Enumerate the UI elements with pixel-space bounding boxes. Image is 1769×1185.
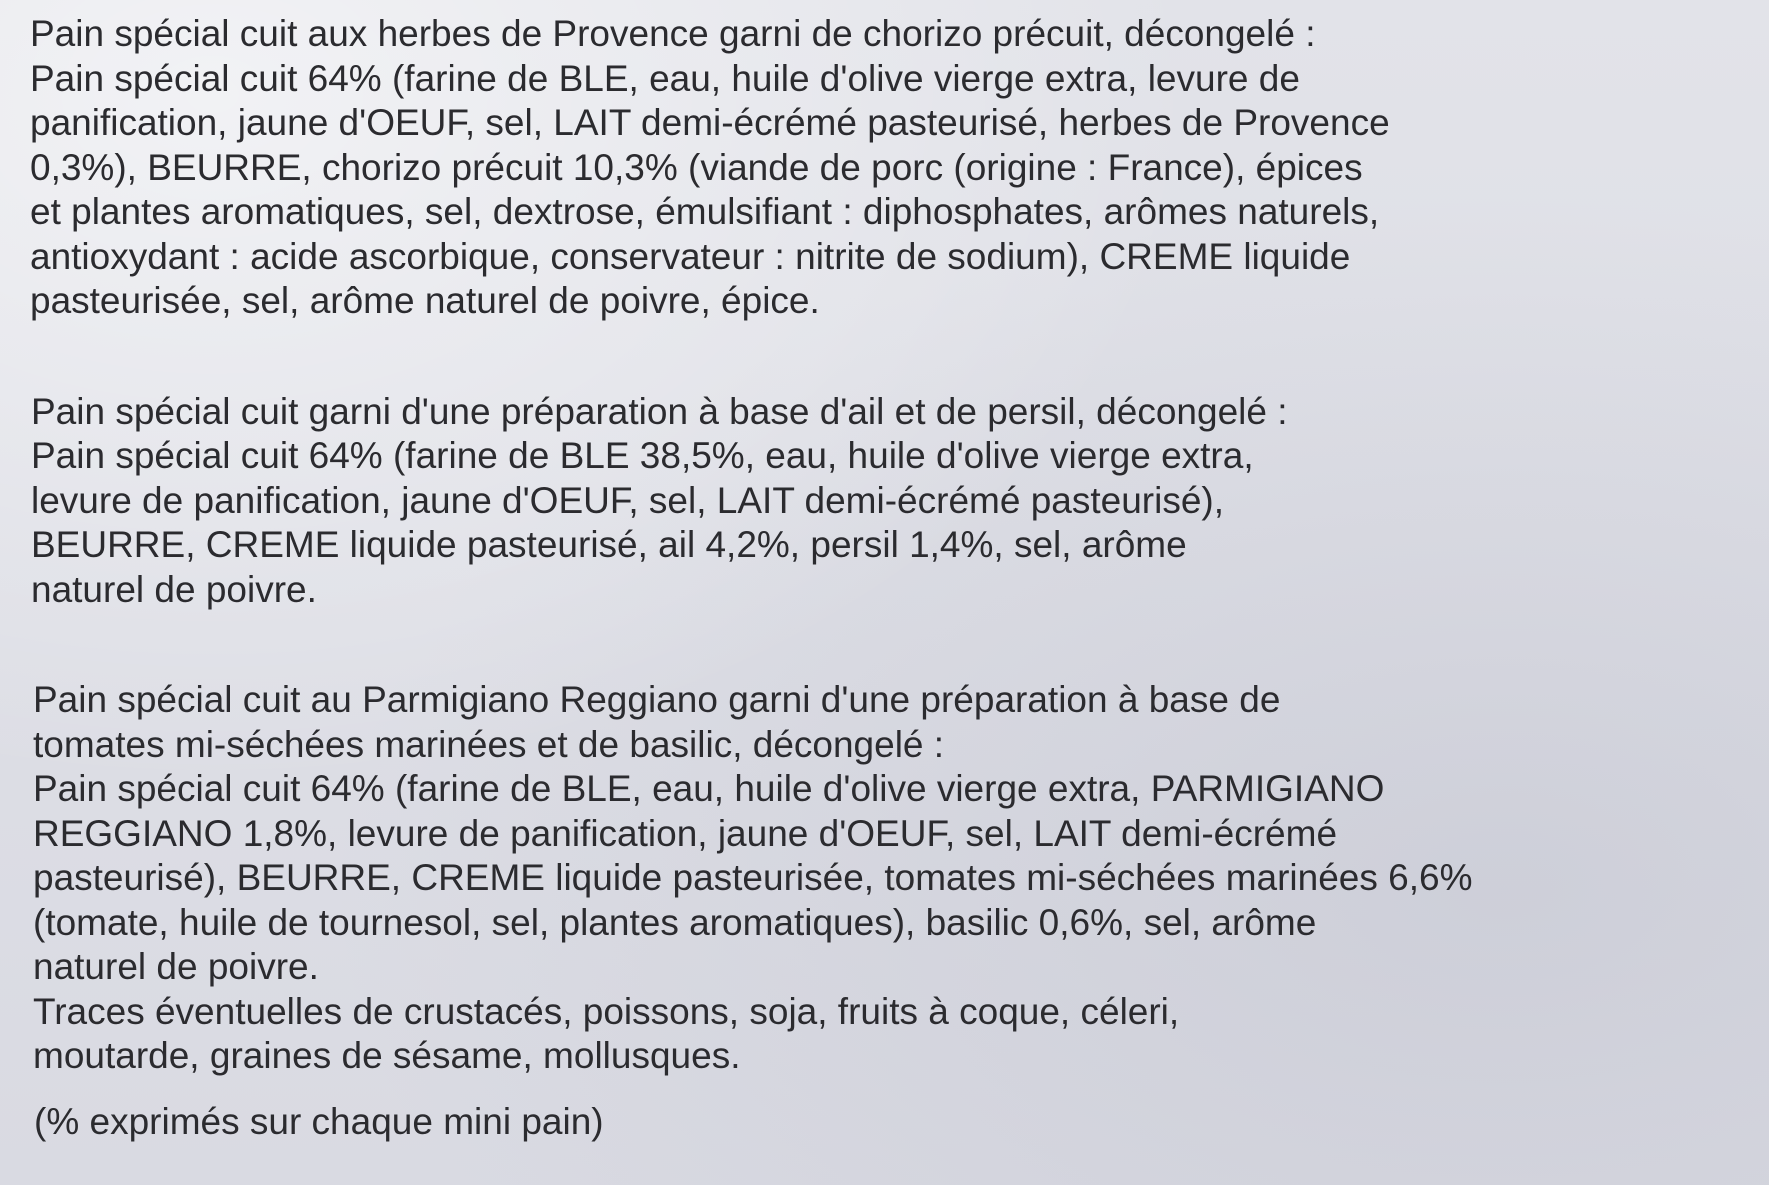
percentage-note: (% exprimés sur chaque mini pain) [34,1101,604,1142]
ingredient-line: pasteurisé), BEURRE, CREME liquide pasteurisée, tomates mi-séchées marinées 6,6% [33,857,1473,898]
ingredient-line: pasteurisée, sel, arôme naturel de poivre, épice. [30,280,820,321]
ingredient-line: antioxydant : acide ascorbique, conservateur : nitrite de sodium), CREME liquide [30,235,1351,277]
allergen-traces: Traces éventuelles de crustacés, poissons, soja, fruits à coque, céleri, [33,990,1180,1032]
section-gap [30,612,1750,678]
ingredient-line: levure de panification, jaune d'OEUF, sel, LAIT demi-écrémé pasteurisé), [31,479,1225,521]
ingredient-line: Pain spécial cuit 64% (farine de BLE, eau, huile d'olive vierge extra, levure de [30,57,1300,99]
ingredients-section-chorizo [30,12,1750,324]
ingredients-section-ail-persil [30,390,1750,613]
ingredient-line: BEURRE, CREME liquide pasteurisé, ail 4,2%, persil 1,4%, sel, arôme [31,524,1187,565]
allergen-traces: moutarde, graines de sésame, mollusques. [33,1035,741,1076]
ingredient-line: 0,3%), BEURRE, chorizo précuit 10,3% (viande de porc (origine : France), épices [30,146,1363,188]
ingredient-line: panification, jaune d'OEUF, sel, LAIT demi-écrémé pasteurisé, herbes de Provence [30,102,1390,143]
ingredient-line: Pain spécial cuit 64% (farine de BLE 38,5%, eau, huile d'olive vierge extra, [31,435,1254,476]
ingredients-label [30,12,1750,1079]
section-title: Pain spécial cuit garni d'une préparation à base d'ail et de persil, décongelé : [31,390,1288,432]
ingredient-line: REGGIANO 1,8%, levure de panification, jaune d'OEUF, sel, LAIT demi-écrémé [33,812,1338,854]
section-title: tomates mi-séchées marinées et de basilic, décongelé : [33,723,945,765]
ingredient-line: (tomate, huile de tournesol, sel, plantes aromatiques), basilic 0,6%, sel, arôme [33,901,1317,943]
ingredient-line: naturel de poivre. [31,568,317,610]
ingredient-line: Pain spécial cuit 64% (farine de BLE, eau, huile d'olive vierge extra, PARMIGIANO [33,768,1385,809]
ingredient-line: et plantes aromatiques, sel, dextrose, émulsifiant : diphosphates, arômes naturels, [30,191,1380,232]
section-title: Pain spécial cuit au Parmigiano Reggiano garni d'une préparation à base de [33,679,1281,720]
section-title: Pain spécial cuit aux herbes de Provence garni de chorizo précuit, décongelé : [30,13,1316,54]
ingredient-line: naturel de poivre. [33,946,319,987]
ingredients-section-parmigiano [30,678,1750,1079]
section-gap [30,324,1750,390]
